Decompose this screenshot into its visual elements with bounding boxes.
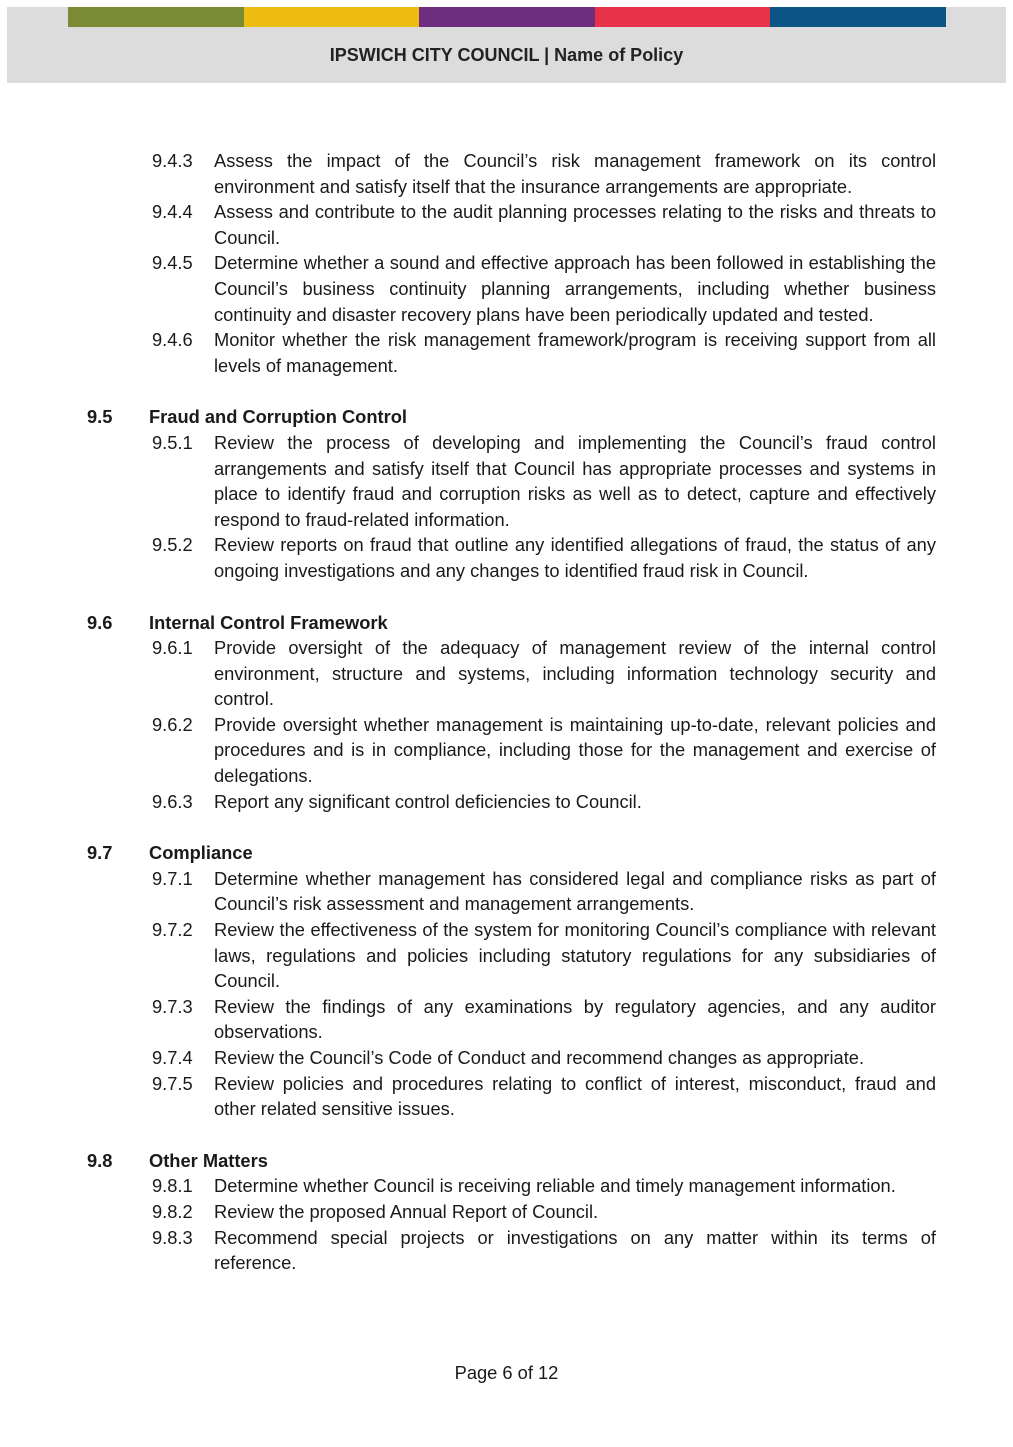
item-text: Review the findings of any examinations by regulatory agencies, and any auditor observations. (214, 995, 936, 1043)
section-title: Fraud and Corruption Control (149, 406, 407, 428)
item-text: Determine whether Council is receiving reliable and timely management information. (214, 1175, 896, 1197)
item-number: 9.8.3 (152, 1226, 193, 1248)
item-number: 9.4.6 (152, 329, 193, 351)
list-item (0, 1225, 1013, 1276)
brand-color-strip (68, 7, 946, 27)
item-number: 9.7.3 (152, 995, 193, 1017)
list-item (0, 327, 1013, 378)
section-title: Compliance (149, 842, 253, 864)
item-text: Determine whether management has considered legal and compliance risks as part of Council’s risk assessment and management arrangements. (214, 867, 936, 915)
header-title: IPSWICH CITY COUNCIL | Name of Policy (329, 45, 684, 65)
section-title: Other Matters (149, 1149, 268, 1171)
list-item (0, 532, 1013, 583)
item-number: 9.6.2 (152, 713, 193, 735)
list-item (0, 1199, 1013, 1225)
strip-segment-yellow (244, 7, 420, 27)
strip-segment-green (68, 7, 244, 27)
page-number: Page 6 of 12 (454, 1362, 559, 1383)
list-item (0, 866, 1013, 917)
item-text: Review the Council’s Code of Conduct and recommend changes as appropriate. (214, 1047, 865, 1068)
item-text: Report any significant control deficiencies to Council. (214, 790, 642, 812)
section-number: 9.8 (87, 1149, 113, 1171)
list-item (0, 712, 1013, 789)
item-text: Determine whether a sound and effective approach has been followed in establishing the Council’s business continuity planning arrangements, including whether business continuity and disaster recovery plans have been periodically updated and tested. (214, 252, 936, 325)
list-item (0, 635, 1013, 712)
item-text: Review the process of developing and implementing the Council’s fraud control arrangements and satisfy itself that Council has appropriate processes and systems in place to identify fraud and corruption risks as well as to detect, capture and effectively respond to fraud-related information. (214, 431, 936, 530)
item-number: 9.7.1 (152, 867, 193, 889)
intro-list (0, 148, 1013, 378)
list-item (0, 789, 1013, 815)
document-body (0, 148, 1013, 1276)
list-item (0, 1071, 1013, 1122)
item-text: Review the effectiveness of the system for monitoring Council’s compliance with relevant laws, regulations and policies including statutory regulations for any subsidiaries of Council. (214, 919, 936, 992)
item-number: 9.7.5 (152, 1072, 193, 1094)
section-number: 9.6 (87, 611, 113, 633)
list-item (0, 148, 1013, 199)
item-number: 9.4.4 (152, 201, 193, 223)
item-text: Review policies and procedures relating to conflict of interest, misconduct, fraud and other related sensitive issues. (214, 1072, 936, 1120)
item-text: Provide oversight whether management is maintaining up-to-date, relevant policies and procedures and is in compliance, including those for the management and exercise of delegations. (214, 713, 936, 787)
item-number: 9.5.2 (152, 534, 193, 556)
strip-segment-red (595, 7, 771, 27)
strip-segment-purple (419, 7, 595, 27)
item-number: 9.5.1 (152, 431, 193, 453)
item-text: Monitor whether the risk management framework/program is receiving support from all levels of management. (214, 329, 936, 376)
item-number: 9.6.3 (152, 790, 193, 812)
item-text: Assess and contribute to the audit planning processes relating to the risks and threats to Council. (214, 201, 936, 248)
list-item (0, 1173, 1013, 1199)
item-text: Assess the impact of the Council’s risk management framework on its control environment and satisfy itself that the insurance arrangements are appropriate. (214, 150, 936, 197)
section-heading (0, 610, 1013, 636)
list-item (0, 917, 1013, 994)
section-heading (0, 404, 1013, 430)
item-number: 9.8.1 (152, 1175, 193, 1197)
item-number: 9.7.2 (152, 919, 193, 941)
list-item (0, 430, 1013, 532)
item-number: 9.7.4 (152, 1047, 193, 1068)
section-heading (0, 1148, 1013, 1174)
item-text: Provide oversight of the adequacy of management review of the internal control environment, structure and systems, including information technology security and control. (214, 637, 936, 710)
list-item (0, 1045, 1013, 1071)
item-text: Review the proposed Annual Report of Council. (214, 1200, 599, 1222)
section-title: Internal Control Framework (149, 611, 388, 633)
section-number: 9.7 (87, 842, 113, 864)
item-number: 9.6.1 (152, 637, 193, 659)
list-item (0, 250, 1013, 327)
section-heading (0, 840, 1013, 866)
list-item (0, 994, 1013, 1045)
item-text: Review reports on fraud that outline any identified allegations of fraud, the status of any ongoing investigations and any changes to identified fraud risk in Council. (214, 534, 936, 581)
item-number: 9.4.5 (152, 252, 193, 274)
section-number: 9.5 (87, 406, 113, 428)
strip-segment-blue (770, 7, 946, 27)
item-text: Recommend special projects or investigations on any matter within its terms of reference. (214, 1226, 936, 1274)
list-item (0, 199, 1013, 250)
item-number: 9.4.3 (152, 150, 193, 171)
item-number: 9.8.2 (152, 1200, 193, 1222)
